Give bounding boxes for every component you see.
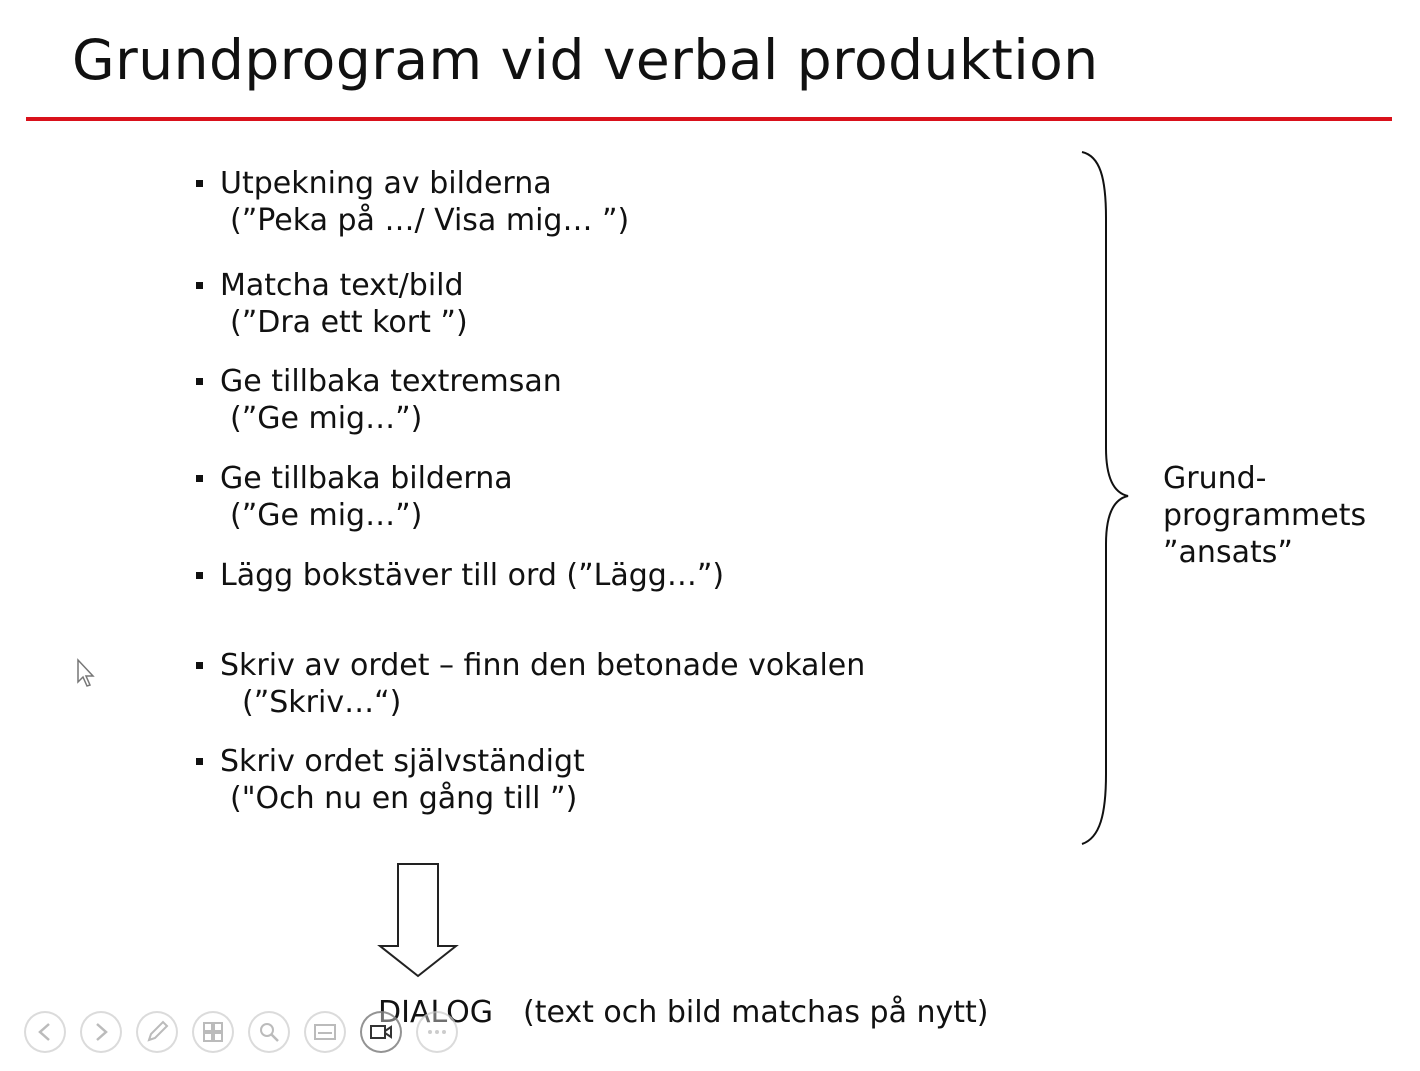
zoom-button[interactable]: [248, 1011, 290, 1053]
bullet-text: Skriv ordet självständigt: [220, 744, 585, 779]
video-camera-icon: [362, 1013, 400, 1051]
dialog-note: (text och bild matchas på nytt): [522, 995, 989, 1030]
see-all-slides-button[interactable]: [192, 1011, 234, 1053]
bullet-marker: [196, 662, 203, 669]
bullet-text: Ge tillbaka textremsan: [220, 364, 562, 399]
title-divider: [26, 117, 1392, 121]
bullet-subtext: (”Ge mig…”): [230, 498, 423, 533]
bullet-text: Ge tillbaka bilderna: [220, 461, 513, 496]
next-slide-button[interactable]: [80, 1011, 122, 1053]
bullet-text: Skriv av ordet – finn den betonade vokalen: [220, 648, 866, 683]
bullet-marker: [196, 758, 203, 765]
slideshow-toolbar: [24, 1011, 484, 1057]
bullet-text: Matcha text/bild: [220, 268, 464, 303]
bullet-marker: [196, 572, 203, 579]
bullet-marker: [196, 282, 203, 289]
ellipsis-icon: [418, 1013, 456, 1051]
bullet-marker: [196, 180, 203, 187]
more-options-button[interactable]: [416, 1011, 458, 1053]
bullet-marker: [196, 378, 203, 385]
slide-title: Grundprogram vid verbal produktion: [72, 28, 1099, 92]
mouse-pointer-icon: [76, 658, 96, 688]
bullet-subtext: (”Skriv…“): [242, 685, 402, 720]
bullet-marker: [196, 475, 203, 482]
camera-toggle-button[interactable]: [360, 1011, 402, 1053]
bullet-subtext: (”Peka på …/ Visa mig… ”): [230, 203, 630, 238]
bullet-text: Lägg bokstäver till ord (”Lägg…”): [220, 558, 725, 593]
dialog-label: DIALOG: [378, 995, 493, 1030]
pen-icon: [138, 1013, 176, 1051]
subtitles-icon: [306, 1013, 344, 1051]
bullet-subtext: (”Ge mig…”): [230, 401, 423, 436]
bullet-subtext: ("Och nu en gång till ”): [230, 781, 578, 816]
bullet-subtext: (”Dra ett kort ”): [230, 305, 468, 340]
pen-tool-button[interactable]: [136, 1011, 178, 1053]
subtitles-button[interactable]: [304, 1011, 346, 1053]
arrow-left-icon: [26, 1013, 64, 1051]
magnifier-icon: [250, 1013, 288, 1051]
bullet-text: Utpekning av bilderna: [220, 166, 552, 201]
brace-label-line: Grund-: [1163, 461, 1267, 496]
right-curly-brace: [1070, 148, 1140, 848]
down-arrow: [376, 862, 460, 980]
brace-label: [1163, 460, 1366, 571]
grid-icon: [194, 1013, 232, 1051]
brace-label-line: ”ansats”: [1163, 535, 1293, 570]
previous-slide-button[interactable]: [24, 1011, 66, 1053]
arrow-right-icon: [82, 1013, 120, 1051]
brace-label-line: programmets: [1163, 498, 1367, 533]
